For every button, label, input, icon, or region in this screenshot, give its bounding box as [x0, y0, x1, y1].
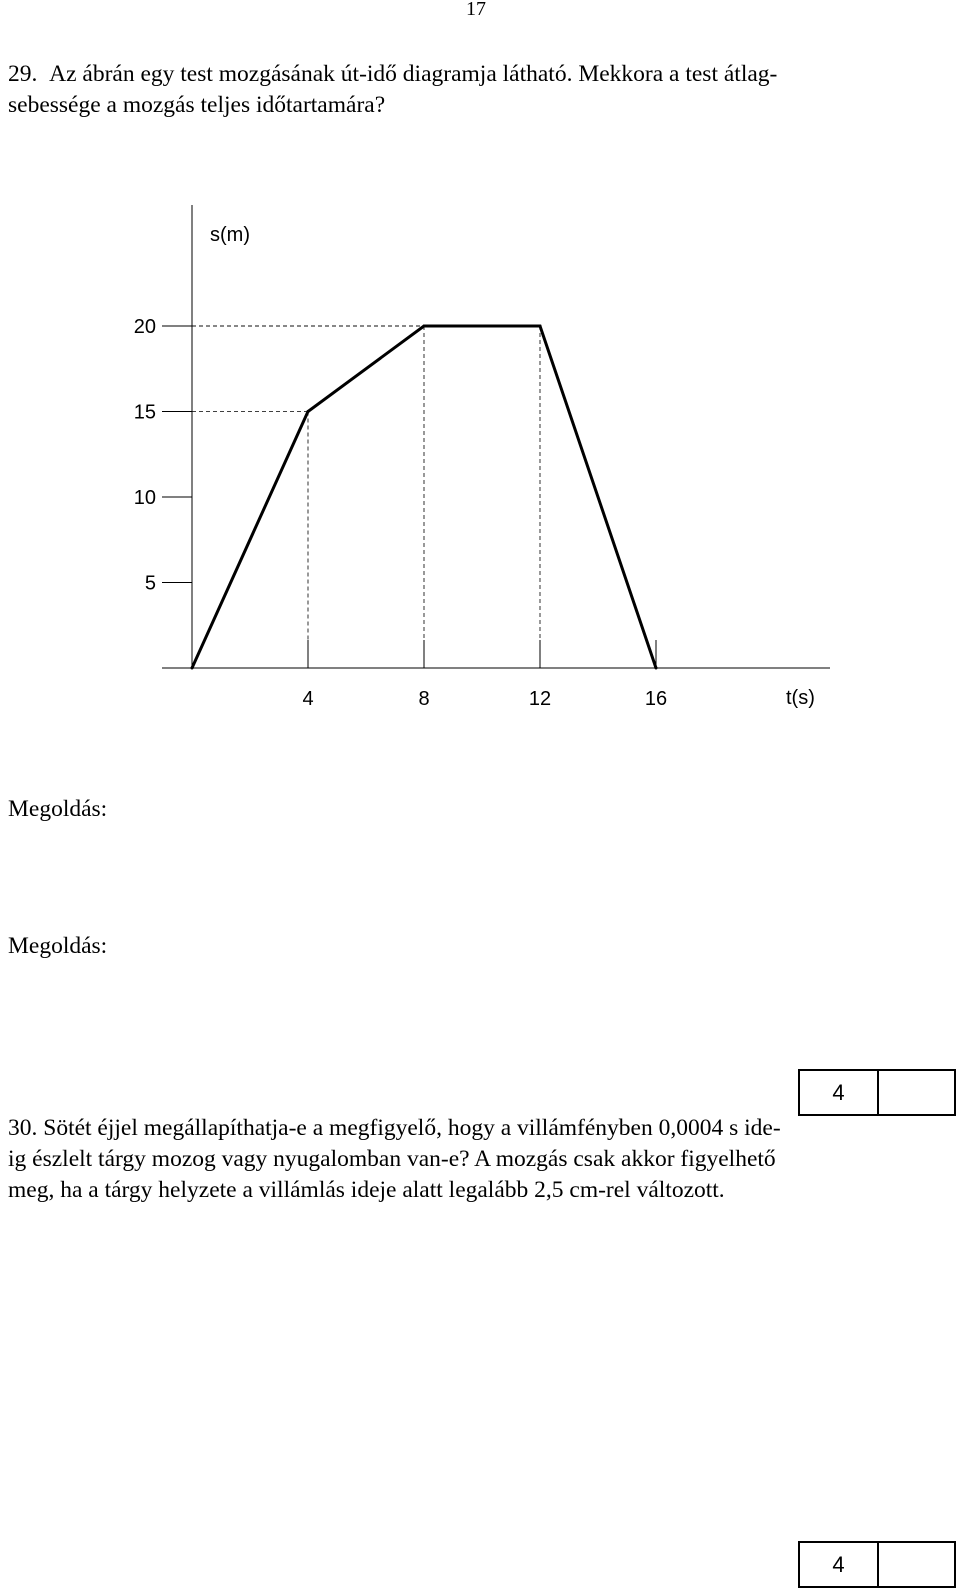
- data-point: [539, 325, 542, 328]
- x-axis-label: t(s): [786, 687, 815, 709]
- page-number: 17: [466, 0, 486, 20]
- y-tick-label: 10: [133, 487, 156, 509]
- x-tick-label: 8: [418, 688, 430, 710]
- x-ticks: [302, 640, 667, 710]
- score-field[interactable]: [877, 1071, 954, 1114]
- distance-time-chart: [0, 0, 960, 720]
- data-point: [307, 410, 310, 413]
- score-box: [798, 1069, 956, 1116]
- y-tick-label: 5: [144, 572, 156, 595]
- question-text-line-1: 30. Sötét éjjel megállapíthatja-e a megfigyelő, hogy a villámfényben 0,0004 s ide-: [8, 1115, 781, 1141]
- y-ticks: [134, 316, 192, 595]
- question-text-line-2: sebessége a mozgás teljes időtartamára?: [8, 92, 386, 118]
- question-text-line-2: ig észlelt tárgy mozog vagy nyugalomban van-e? A mozgás csak akkor figyelhető: [8, 1146, 776, 1172]
- x-tick-label: 4: [302, 688, 314, 710]
- solution-label: Megoldás:: [8, 933, 108, 959]
- question-30: [8, 1113, 781, 1206]
- x-tick-label: 16: [644, 688, 668, 710]
- question-text-line-1: Az ábrán egy test mozgásának út-idő diagramja látható. Mekkora a test átlag-: [49, 61, 778, 87]
- data-point: [191, 667, 194, 670]
- data-point: [423, 325, 426, 328]
- question-number: 29.: [8, 61, 38, 87]
- x-tick-label: 12: [528, 688, 552, 710]
- y-tick-label: 15: [133, 401, 156, 424]
- question-text-line-3: meg, ha a tárgy helyzete a villámlás ideje alatt legalább 2,5 cm-rel változott.: [8, 1177, 725, 1203]
- score-points: 4: [832, 1551, 845, 1577]
- solution-label: Megoldás:: [8, 796, 108, 822]
- y-axis-label: s(m): [210, 224, 250, 246]
- data-point: [655, 667, 658, 670]
- guide-lines: [192, 326, 540, 640]
- score-points: 4: [832, 1079, 845, 1105]
- score-box: [798, 1541, 956, 1588]
- y-tick-label: 20: [133, 316, 156, 338]
- score-field[interactable]: [877, 1543, 954, 1586]
